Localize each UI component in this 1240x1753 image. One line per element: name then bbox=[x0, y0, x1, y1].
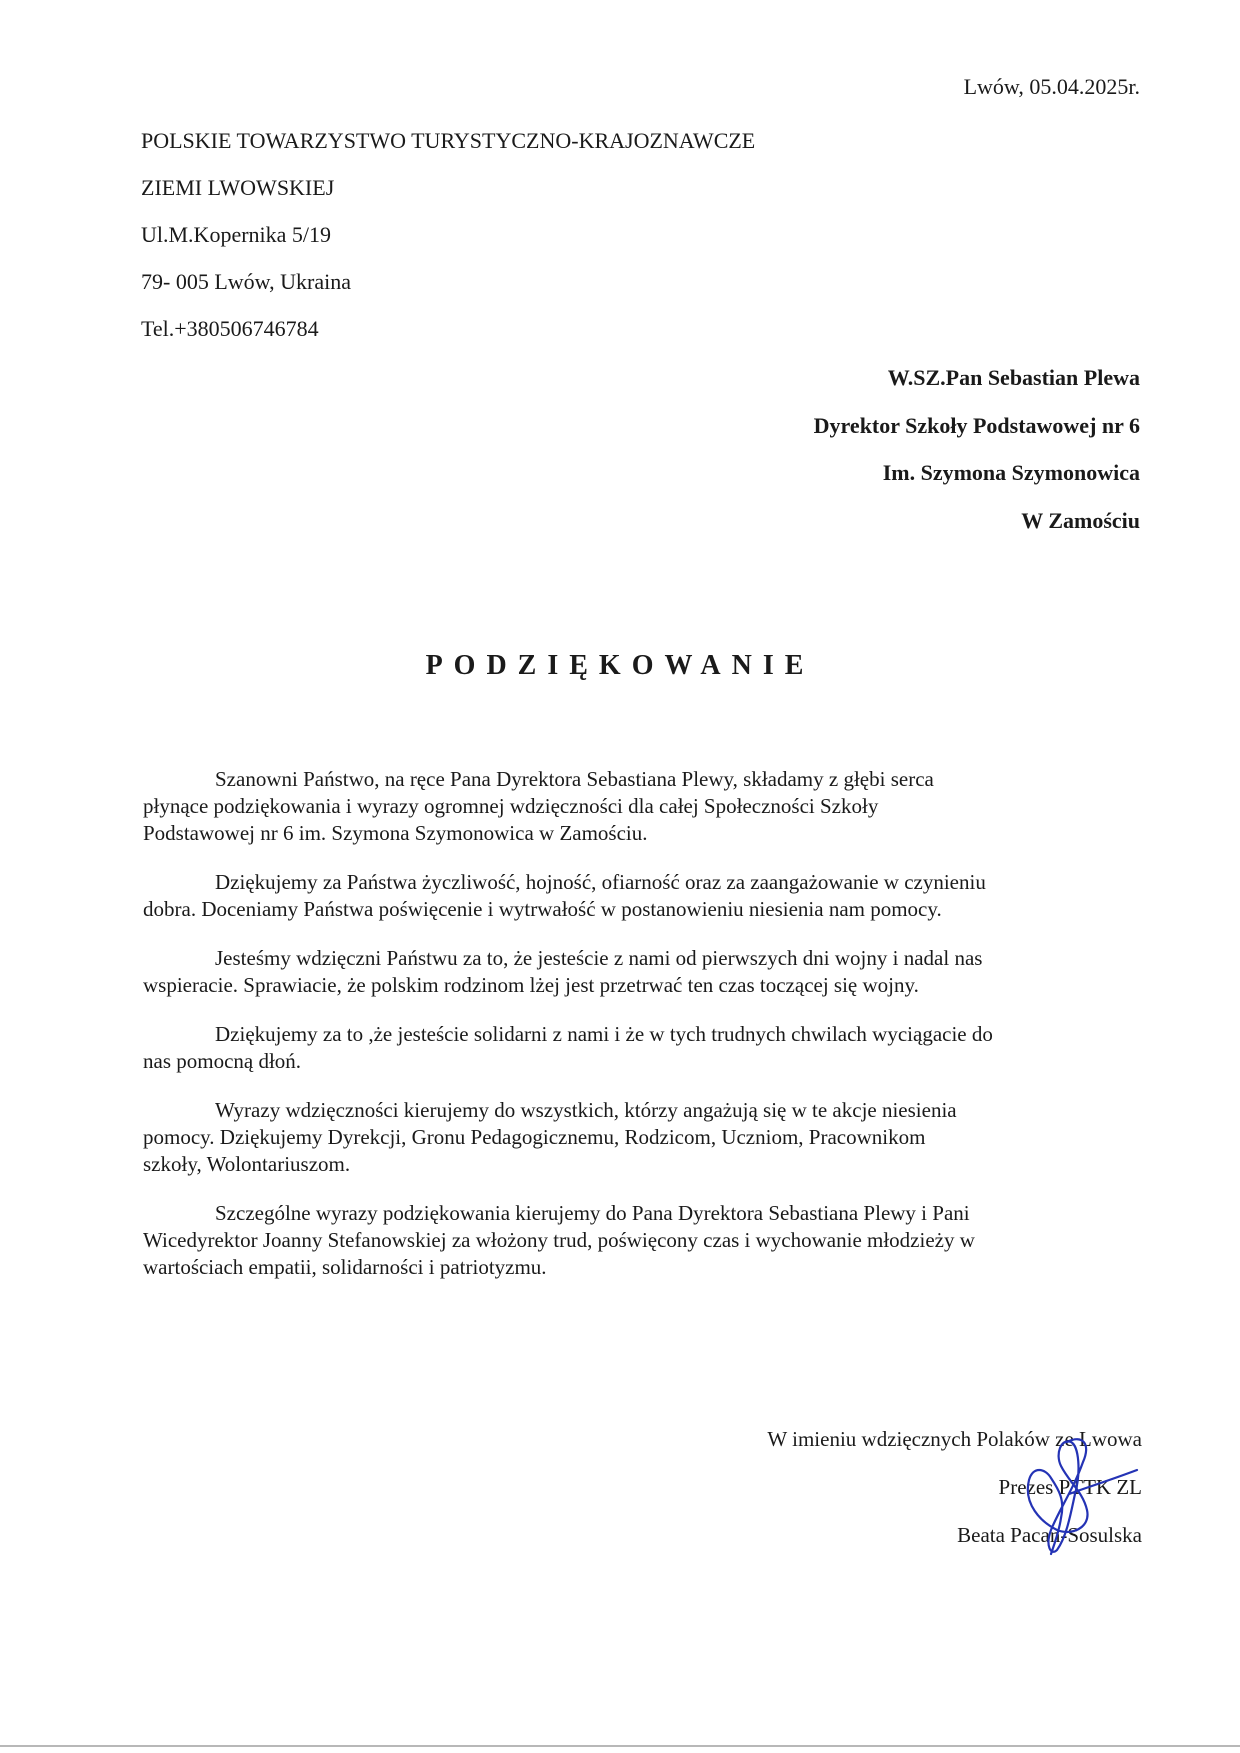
recipient-name: W.SZ.Pan Sebastian Plewa bbox=[887, 365, 1140, 390]
paragraph-line: wartościach empatii, solidarności i patriotyzmu. bbox=[143, 1255, 547, 1279]
sender-city: 79- 005 Lwów, Ukraina bbox=[141, 269, 351, 294]
page-bottom-edge bbox=[0, 1745, 1240, 1747]
paragraph-line: płynące podziękowania i wyrazy ogromnej wdzięczności dla całej Społeczności Szkoły bbox=[143, 794, 879, 818]
signer-name: Beata Pacan-Sosulska bbox=[957, 1523, 1142, 1547]
paragraph-line: szkoły, Wolontariuszom. bbox=[143, 1152, 351, 1176]
recipient-address-block bbox=[814, 363, 1140, 553]
body-paragraph bbox=[143, 1200, 1153, 1281]
paragraph-line: nas pomocną dłoń. bbox=[143, 1049, 302, 1073]
body-paragraph bbox=[143, 945, 1153, 999]
sender-street: Ul.M.Kopernika 5/19 bbox=[141, 222, 332, 247]
letter-title: PODZIĘKOWANIE bbox=[425, 650, 815, 681]
signer-title: Prezes PTTK ZL bbox=[998, 1475, 1142, 1499]
sender-organization-region: ZIEMI LWOWSKIEJ bbox=[141, 175, 335, 200]
paragraph-line: wspieracie. Sprawiacie, że polskim rodzinom lżej jest przetrwać ten czas toczącej się wojny. bbox=[143, 973, 919, 997]
signature-stroke bbox=[1028, 1439, 1137, 1554]
recipient-school-name: Im. Szymona Szymonowica bbox=[882, 460, 1140, 485]
sender-organization-name: POLSKIE TOWARZYSTWO TURYSTYCZNO-KRAJOZNAWCZE bbox=[141, 128, 756, 153]
body-paragraph bbox=[143, 766, 1153, 847]
paragraph-line: Podstawowej nr 6 im. Szymona Szymonowica w Zamościu. bbox=[143, 821, 648, 845]
recipient-position: Dyrektor Szkoły Podstawowej nr 6 bbox=[813, 412, 1140, 438]
closing-salutation: W imieniu wdzięcznych Polaków ze Lwowa bbox=[767, 1427, 1142, 1451]
body-paragraph bbox=[143, 1097, 1153, 1178]
paragraph-line: Szanowni Państwo, na ręce Pana Dyrektora Sebastiana Plewy, składamy z głębi serca bbox=[215, 767, 934, 791]
paragraph-line: Wyrazy wdzięczności kierujemy do wszystkich, którzy angażują się w te akcje niesienia bbox=[215, 1098, 957, 1122]
letter-body bbox=[143, 766, 1153, 1303]
sender-phone: Tel.+380506746784 bbox=[141, 316, 319, 341]
letter-date: Lwów, 05.04.2025r. bbox=[963, 74, 1140, 99]
paragraph-line: Dziękujemy za to ,że jesteście solidarni z nami i że w tych trudnych chwilach wyciągacie do bbox=[215, 1022, 993, 1046]
paragraph-line: dobra. Doceniamy Państwa poświęcenie i wytrwałość w postanowieniu niesienia nam pomocy. bbox=[143, 897, 942, 921]
recipient-city: W Zamościu bbox=[1021, 507, 1140, 533]
body-paragraph bbox=[143, 1021, 1153, 1075]
sender-address-block bbox=[141, 126, 755, 361]
paragraph-line: pomocy. Dziękujemy Dyrekcji, Gronu Pedagogicznemu, Rodzicom, Uczniom, Pracownikom bbox=[143, 1125, 926, 1149]
paragraph-line: Jesteśmy wdzięczni Państwu za to, że jesteście z nami od pierwszych dni wojny i nadal nas bbox=[215, 946, 983, 970]
paragraph-line: Wicedyrektor Joanny Stefanowskiej za włożony trud, poświęcony czas i wychowanie młodzieży w bbox=[143, 1228, 975, 1252]
handwritten-signature bbox=[1005, 1432, 1155, 1562]
body-paragraph bbox=[143, 869, 1153, 923]
paragraph-line: Szczególne wyrazy podziękowania kierujemy do Pana Dyrektora Sebastiana Plewy i Pani bbox=[215, 1201, 970, 1225]
paragraph-line: Dziękujemy za Państwa życzliwość, hojność, ofiarność oraz za zaangażowanie w czynieniu bbox=[215, 870, 986, 894]
